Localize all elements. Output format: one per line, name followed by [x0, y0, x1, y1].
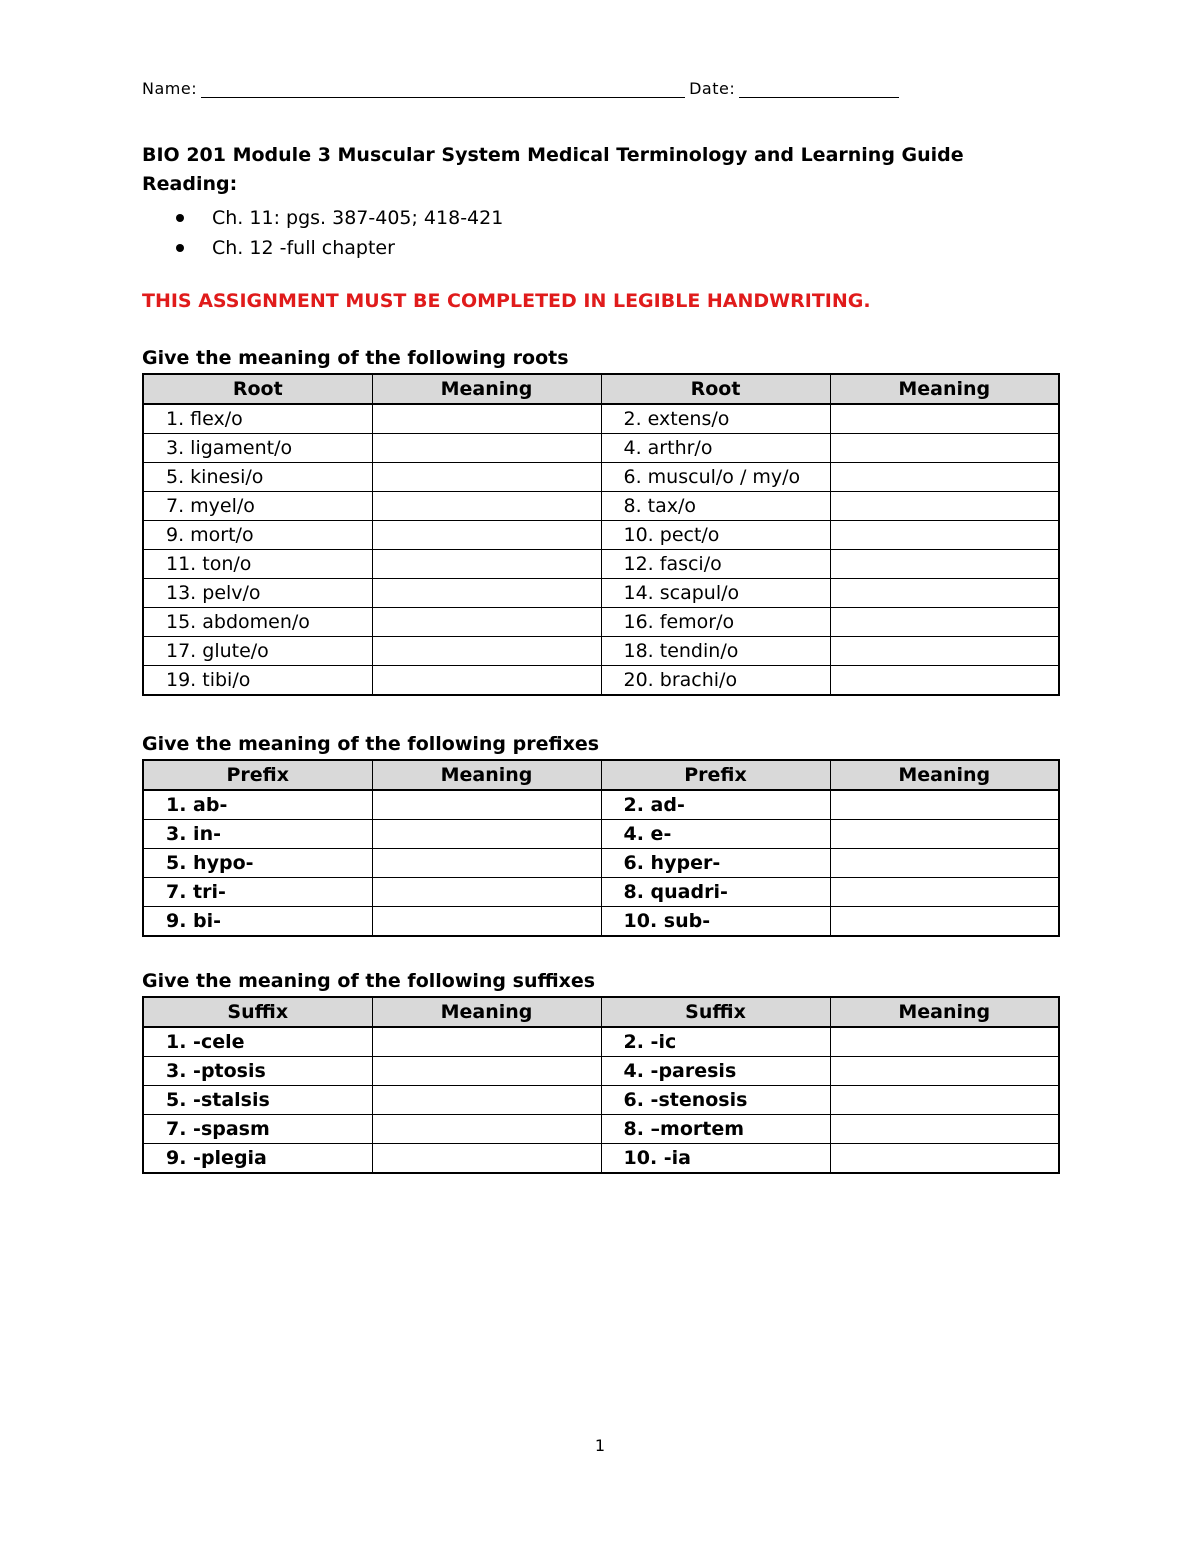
- term-cell: 9. bi-: [143, 907, 372, 937]
- table-row: [143, 1027, 1059, 1057]
- meaning-answer-cell[interactable]: [830, 1086, 1059, 1115]
- meaning-answer-cell[interactable]: [830, 1027, 1059, 1057]
- meaning-answer-cell[interactable]: [830, 790, 1059, 820]
- column-header: Root: [143, 374, 372, 404]
- meaning-answer-cell[interactable]: [372, 463, 601, 492]
- column-header: Prefix: [143, 760, 372, 790]
- handwriting-warning: THIS ASSIGNMENT MUST BE COMPLETED IN LEGIBLE HANDWRITING.: [142, 290, 871, 312]
- term-cell: 6. muscul/o / my/o: [601, 463, 830, 492]
- meaning-answer-cell[interactable]: [830, 666, 1059, 696]
- term-cell: 7. -spasm: [143, 1115, 372, 1144]
- meaning-answer-cell[interactable]: [830, 878, 1059, 907]
- meaning-answer-cell[interactable]: [830, 907, 1059, 937]
- meaning-answer-cell[interactable]: [372, 492, 601, 521]
- bullet-icon: [176, 214, 184, 222]
- prefixes-table: [142, 759, 1060, 937]
- roots-table: [142, 373, 1060, 696]
- meaning-answer-cell[interactable]: [372, 849, 601, 878]
- column-header: Meaning: [830, 374, 1059, 404]
- meaning-answer-cell[interactable]: [830, 550, 1059, 579]
- table-row: [143, 1115, 1059, 1144]
- term-cell: 10. pect/o: [601, 521, 830, 550]
- term-cell: 16. femor/o: [601, 608, 830, 637]
- page-title: BIO 201 Module 3 Muscular System Medical Terminology and Learning Guide: [142, 144, 964, 166]
- table-row: [143, 637, 1059, 666]
- table-row: [143, 1144, 1059, 1174]
- meaning-answer-cell[interactable]: [372, 1115, 601, 1144]
- table-header-row: [143, 997, 1059, 1027]
- column-header: Meaning: [830, 760, 1059, 790]
- table-row: [143, 666, 1059, 696]
- page-number: 1: [594, 1436, 606, 1455]
- meaning-answer-cell[interactable]: [830, 521, 1059, 550]
- column-header: Root: [601, 374, 830, 404]
- term-cell: 6. -stenosis: [601, 1086, 830, 1115]
- term-cell: 8. tax/o: [601, 492, 830, 521]
- column-header: Meaning: [372, 760, 601, 790]
- reading-list: [142, 203, 503, 263]
- term-cell: 15. abdomen/o: [143, 608, 372, 637]
- meaning-answer-cell[interactable]: [372, 820, 601, 849]
- meaning-answer-cell[interactable]: [372, 608, 601, 637]
- meaning-answer-cell[interactable]: [830, 404, 1059, 434]
- table-row: [143, 820, 1059, 849]
- term-cell: 1. flex/o: [143, 404, 372, 434]
- term-cell: 10. -ia: [601, 1144, 830, 1174]
- meaning-answer-cell[interactable]: [830, 434, 1059, 463]
- table-row: [143, 608, 1059, 637]
- column-header: Meaning: [830, 997, 1059, 1027]
- table-row: [143, 463, 1059, 492]
- table-row: [143, 878, 1059, 907]
- meaning-answer-cell[interactable]: [830, 1144, 1059, 1174]
- term-cell: 11. ton/o: [143, 550, 372, 579]
- meaning-answer-cell[interactable]: [372, 434, 601, 463]
- meaning-answer-cell[interactable]: [830, 849, 1059, 878]
- prefixes-heading: Give the meaning of the following prefixes: [142, 733, 600, 755]
- table-row: [143, 521, 1059, 550]
- name-label: Name:: [142, 79, 198, 98]
- term-cell: 2. ad-: [601, 790, 830, 820]
- term-cell: 3. ligament/o: [143, 434, 372, 463]
- term-cell: 10. sub-: [601, 907, 830, 937]
- term-cell: 1. -cele: [143, 1027, 372, 1057]
- term-cell: 18. tendin/o: [601, 637, 830, 666]
- term-cell: 6. hyper-: [601, 849, 830, 878]
- meaning-answer-cell[interactable]: [372, 579, 601, 608]
- table-row: [143, 849, 1059, 878]
- meaning-answer-cell[interactable]: [830, 820, 1059, 849]
- term-cell: 8. –mortem: [601, 1115, 830, 1144]
- date-label: Date:: [689, 79, 736, 98]
- name-date-line: [142, 74, 908, 98]
- meaning-answer-cell[interactable]: [372, 1086, 601, 1115]
- table-row: [143, 434, 1059, 463]
- term-cell: 5. hypo-: [143, 849, 372, 878]
- meaning-answer-cell[interactable]: [372, 1057, 601, 1086]
- term-cell: 4. arthr/o: [601, 434, 830, 463]
- meaning-answer-cell[interactable]: [830, 492, 1059, 521]
- meaning-answer-cell[interactable]: [372, 404, 601, 434]
- term-cell: 7. myel/o: [143, 492, 372, 521]
- meaning-answer-cell[interactable]: [372, 1027, 601, 1057]
- table-row: [143, 404, 1059, 434]
- term-cell: 14. scapul/o: [601, 579, 830, 608]
- reading-item: Ch. 11: pgs. 387-405; 418-421: [142, 203, 503, 233]
- meaning-answer-cell[interactable]: [830, 1057, 1059, 1086]
- meaning-answer-cell[interactable]: [372, 790, 601, 820]
- term-cell: 2. extens/o: [601, 404, 830, 434]
- table-header-row: [143, 374, 1059, 404]
- column-header: Suffix: [143, 997, 372, 1027]
- term-cell: 7. tri-: [143, 878, 372, 907]
- reading-label: Reading:: [142, 173, 238, 195]
- term-cell: 2. -ic: [601, 1027, 830, 1057]
- table-row: [143, 1086, 1059, 1115]
- column-header: Meaning: [372, 374, 601, 404]
- table-row: [143, 492, 1059, 521]
- meaning-answer-cell[interactable]: [372, 637, 601, 666]
- roots-heading: Give the meaning of the following roots: [142, 347, 569, 369]
- term-cell: 9. -plegia: [143, 1144, 372, 1174]
- term-cell: 1. ab-: [143, 790, 372, 820]
- bullet-icon: [176, 244, 184, 252]
- term-cell: 19. tibi/o: [143, 666, 372, 696]
- meaning-answer-cell[interactable]: [372, 521, 601, 550]
- meaning-answer-cell[interactable]: [830, 579, 1059, 608]
- term-cell: 12. fasci/o: [601, 550, 830, 579]
- meaning-answer-cell[interactable]: [830, 637, 1059, 666]
- table-row: [143, 790, 1059, 820]
- term-cell: 5. kinesi/o: [143, 463, 372, 492]
- term-cell: 4. e-: [601, 820, 830, 849]
- suffixes-table: [142, 996, 1060, 1174]
- table-row: [143, 579, 1059, 608]
- table-row: [143, 1057, 1059, 1086]
- meaning-answer-cell[interactable]: [830, 463, 1059, 492]
- term-cell: 4. -paresis: [601, 1057, 830, 1086]
- meaning-answer-cell[interactable]: [372, 907, 601, 937]
- reading-item: Ch. 12 -full chapter: [142, 233, 503, 263]
- table-row: [143, 907, 1059, 937]
- meaning-answer-cell[interactable]: [830, 608, 1059, 637]
- term-cell: 17. glute/o: [143, 637, 372, 666]
- term-cell: 13. pelv/o: [143, 579, 372, 608]
- suffixes-heading: Give the meaning of the following suffixes: [142, 970, 596, 992]
- term-cell: 5. -stalsis: [143, 1086, 372, 1115]
- meaning-answer-cell[interactable]: [372, 550, 601, 579]
- meaning-answer-cell[interactable]: [372, 878, 601, 907]
- name-field[interactable]: [201, 79, 685, 98]
- table-header-row: [143, 760, 1059, 790]
- meaning-answer-cell[interactable]: [372, 1144, 601, 1174]
- column-header: Meaning: [372, 997, 601, 1027]
- term-cell: 3. in-: [143, 820, 372, 849]
- meaning-answer-cell[interactable]: [830, 1115, 1059, 1144]
- term-cell: 8. quadri-: [601, 878, 830, 907]
- meaning-answer-cell[interactable]: [372, 666, 601, 696]
- column-header: Prefix: [601, 760, 830, 790]
- table-row: [143, 550, 1059, 579]
- term-cell: 20. brachi/o: [601, 666, 830, 696]
- column-header: Suffix: [601, 997, 830, 1027]
- term-cell: 9. mort/o: [143, 521, 372, 550]
- date-field[interactable]: [739, 79, 899, 98]
- term-cell: 3. -ptosis: [143, 1057, 372, 1086]
